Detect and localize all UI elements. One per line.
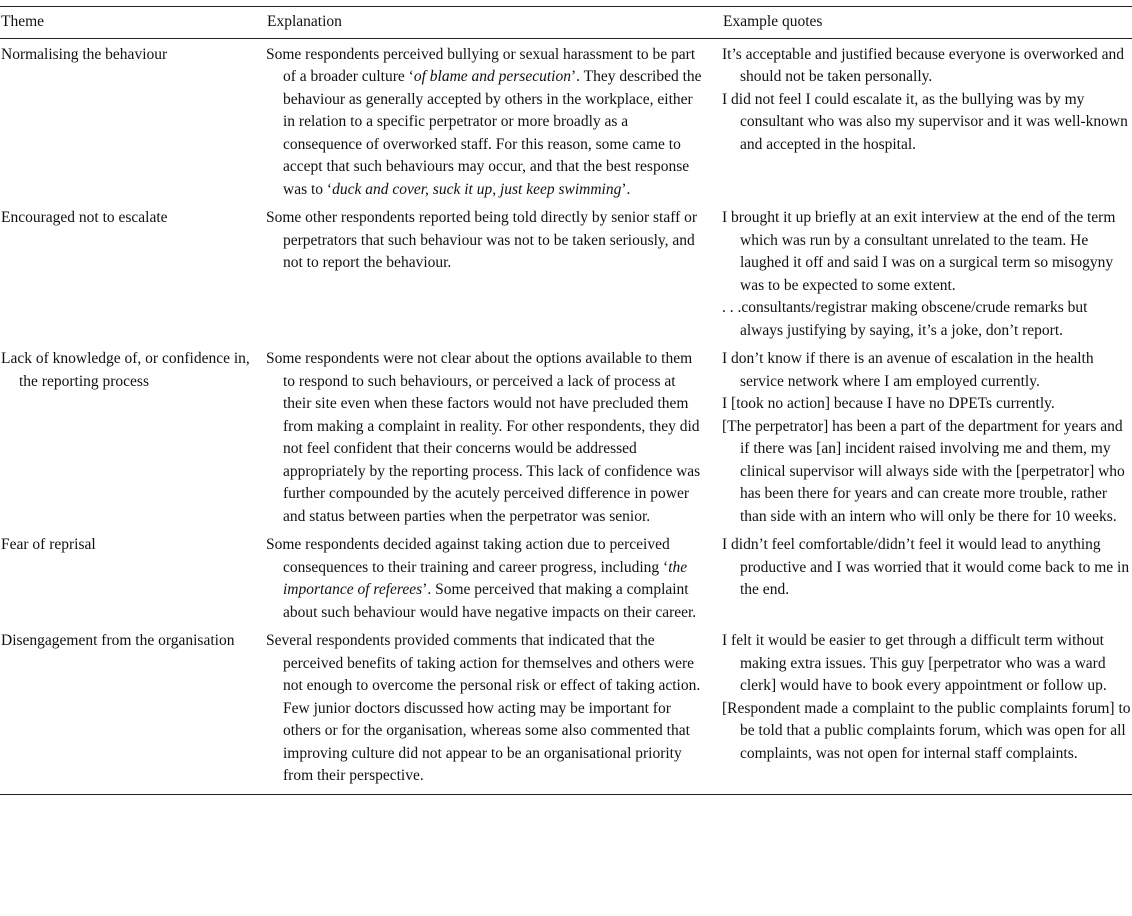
table-header bbox=[0, 7, 1132, 39]
example-quote: I brought it up briefly at an exit interview at the end of the term which was run by a consultant unrelated to the team. He laughed it off and said I was on a surgical term so misogyny was to be expected to some extent. bbox=[722, 209, 1116, 294]
explanation-segment: ’. Some perceived that making a complaint about such behaviour would have negative impacts on their career. bbox=[283, 581, 697, 621]
explanation-cell bbox=[266, 630, 722, 794]
header-theme: Theme bbox=[1, 13, 45, 30]
theme-text: Disengagement from the organisation bbox=[1, 632, 235, 649]
explanation-text bbox=[266, 44, 704, 202]
example-quote: I [took no action] because I have no DPETs currently. bbox=[722, 395, 1055, 412]
example-quote: I felt it would be easier to get through a difficult term without making extra issues. This guy [perpetrator who was a ward clerk] would have to book every appointment or follow up. bbox=[722, 632, 1107, 694]
explanation-emphasis: the importance of referees bbox=[283, 558, 688, 598]
explanation-segment: Some respondents perceived bullying or sexual harassment to be part of a broader culture ‘ bbox=[266, 45, 696, 85]
theme-cell bbox=[0, 534, 266, 630]
explanation-segment: ’. bbox=[621, 180, 631, 198]
table-row bbox=[0, 348, 1132, 534]
theme-cell bbox=[0, 38, 266, 207]
explanation-text bbox=[266, 348, 704, 528]
example-quote: [The perpetrator] has been a part of the department for years and if there was [an] incident raised involving me and them, my clinical supervisor will always side with the [perpetrator] who has been there for years and can create more trouble, rather than side with an intern who will only be there for 10 weeks. bbox=[722, 417, 1125, 525]
explanation-emphasis: duck and cover, suck it up, just keep swimming bbox=[332, 180, 622, 198]
explanation-segment: Some other respondents reported being told directly by senior staff or perpetrators that such behaviour was not to be taken seriously, and not to report the behaviour. bbox=[266, 209, 698, 271]
example-quote: I did not feel I could escalate it, as the bullying was by my consultant who was also my supervisor and it was well-known and accepted in the hospital. bbox=[722, 90, 1128, 153]
quotes-cell bbox=[722, 348, 1132, 534]
explanation-text bbox=[266, 207, 704, 275]
table-row bbox=[0, 207, 1132, 348]
quotes-cell bbox=[722, 534, 1132, 630]
header-explanation: Explanation bbox=[267, 13, 342, 30]
explanation-text bbox=[266, 534, 704, 624]
explanation-emphasis: of blame and persecution bbox=[413, 68, 571, 85]
explanation-cell bbox=[266, 348, 722, 534]
example-quote: [Respondent made a complaint to the public complaints forum] to be told that a public complaints forum, which was open for all complaints, was not open for internal staff complaints. bbox=[722, 699, 1131, 762]
table-row bbox=[0, 630, 1132, 794]
theme-text: Encouraged not to escalate bbox=[1, 209, 168, 226]
explanation-cell bbox=[266, 534, 722, 630]
theme-text: Normalising the behaviour bbox=[1, 45, 168, 63]
table-row bbox=[0, 534, 1132, 630]
explanation-cell bbox=[266, 207, 722, 348]
quotes-cell bbox=[722, 630, 1132, 794]
example-quote: It’s acceptable and justified because everyone is overworked and should not be taken personally. bbox=[722, 45, 1124, 85]
explanation-segment: Some respondents decided against taking action due to perceived consequences to their training and career progress, including ‘ bbox=[266, 536, 670, 576]
theme-text: Lack of knowledge of, or confidence in, the reporting process bbox=[1, 350, 250, 390]
explanation-text bbox=[266, 630, 704, 788]
theme-cell bbox=[0, 207, 266, 348]
quotes-cell bbox=[722, 38, 1132, 207]
table-row bbox=[0, 38, 1132, 207]
header-example-quotes: Example quotes bbox=[723, 13, 823, 30]
example-quote: I didn’t feel comfortable/didn’t feel it would lead to anything productive and I was worried that it would come back to me in the end. bbox=[722, 536, 1130, 598]
example-quote: I don’t know if there is an avenue of escalation in the health service network where I am employed currently. bbox=[722, 350, 1094, 390]
header-row bbox=[0, 7, 1132, 39]
explanation-segment: Several respondents provided comments that indicated that the perceived benefits of taking action for themselves and others were not enough to overcome the personal risk or effect of taking action. Few junior doctors discussed how acting may be important for others or for the organisation, whereas some also commented that improving culture did not appear to be an organisational priority from their perspective. bbox=[266, 632, 701, 784]
theme-text: Fear of reprisal bbox=[1, 536, 96, 553]
table-body bbox=[0, 38, 1132, 794]
explanation-segment: Some respondents were not clear about the options available to them to respond to such behaviours, or perceived a lack of process at their site even when these factors would not have precluded them from making a complaint in reality. For other respondents, they did not feel confident that their concerns would be addressed appropriately by the reporting process. This lack of confidence was further compounded by the acutely perceived difference in power and status between parties when the perpetrator was senior. bbox=[266, 350, 701, 525]
explanation-segment: ’. They described the behaviour as generally accepted by others in the workplace, either in relation to a specific perpetrator or more broadly as a consequence of overworked staff. For this reason, some came to accept that such behaviours may occur, and that the best response was to ‘ bbox=[283, 68, 702, 198]
theme-cell bbox=[0, 630, 266, 794]
quotes-cell bbox=[722, 207, 1132, 348]
explanation-cell bbox=[266, 38, 722, 207]
themes-table bbox=[0, 6, 1132, 795]
theme-cell bbox=[0, 348, 266, 534]
example-quote: . . .consultants/registrar making obscene/crude remarks but always justifying by saying, it’s a joke, don’t report. bbox=[722, 299, 1088, 339]
